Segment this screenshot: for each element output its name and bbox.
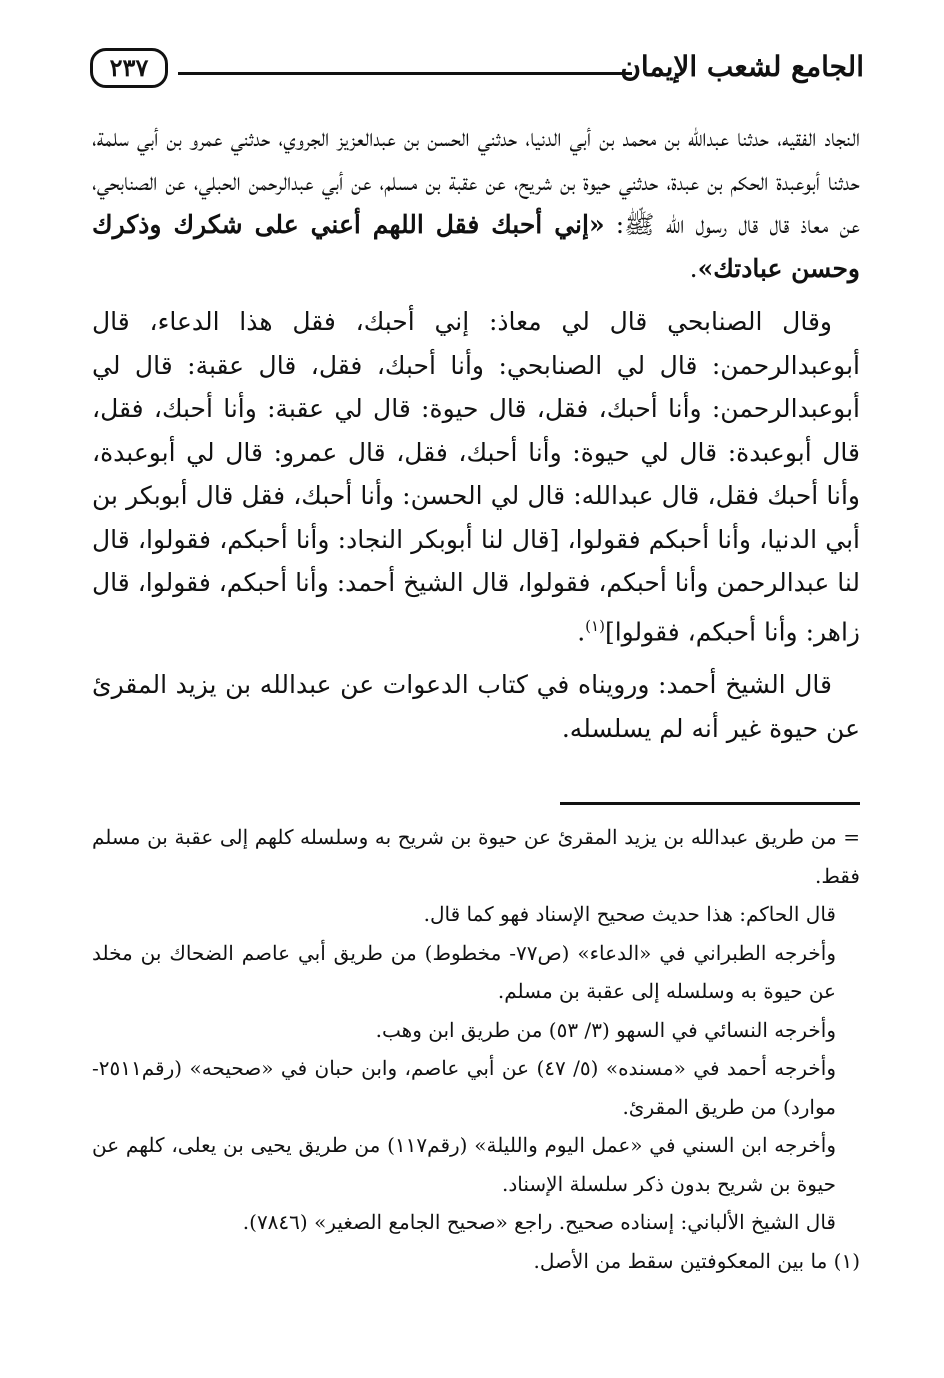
footnote-line: وأخرجه النسائي في السهو (٣/ ٥٣) من طريق ابن وهب.: [375, 1017, 836, 1042]
footnote-ref: (١): [585, 616, 605, 635]
hadith-chain: النجاد الفقيه، حدثنا عبدالله بن محمد بن أبي الدنيا، حدثني الحسن بن عبدالعزيز الجروي، حدثني عمرو بن أبي سلمة، حدثنا أبوعبدة الحكم بن عبدة، حدثني حيوة بن شريح، عن عقبة بن مسلم، عن أبي عبدالرحمن الحبلي، عن الصنابحي، عن معاذ قال قال رسول الله ﷺ:: [92, 123, 860, 239]
paragraph-hadith: [92, 116, 860, 290]
hadith-text: «إني أحبك فقل اللهم أعني على شكرك وذكرك وحسن عبادتك»: [92, 210, 860, 283]
footnote-line: قال الشيخ الألباني: إسناده صحيح. راجع «صحيح الجامع الصغير» (٧٨٤٦).: [242, 1210, 836, 1234]
paragraph-chain: [92, 300, 860, 653]
footnote-line: قال الحاكم: هذا حديث صحيح الإسناد فهو كما قال.: [423, 902, 836, 926]
book-title: الجامع لشعب الإيمان: [620, 50, 864, 83]
main-text: [92, 116, 860, 760]
footnote-line: وأخرجه أحمد في «مسنده» (٥/ ٤٧) عن أبي عاصم، وابن حبان في «صحيحه» (رقم٢٥١١- موارد) من طريق المقرئ.: [92, 1056, 836, 1119]
page-number: ٢٣٧: [90, 48, 168, 88]
footnote-separator: [560, 802, 860, 805]
header-rule: [178, 72, 632, 75]
paragraph-end: .: [577, 616, 586, 646]
paragraph-note: قال الشيخ أحمد: ورويناه في كتاب الدعوات عن عبدالله بن يزيد المقرئ عن حيوة غير أنه لم يسلسله.: [92, 670, 860, 743]
running-header: [90, 38, 864, 98]
paragraph-end: .: [689, 253, 698, 283]
footnote-1: (١) ما بين المعكوفتين سقط من الأصل.: [533, 1248, 860, 1273]
footnotes: [92, 818, 860, 1280]
footnote-line: وأخرجه الطبراني في «الدعاء» (ص٧٧- مخطوط) من طريق أبي عاصم الضحاك بن مخلد عن حيوة به وسلسله إلى عقبة بن مسلم.: [92, 940, 836, 1003]
footnote-line: = من طريق عبدالله بن يزيد المقرئ عن حيوة بن شريح به وسلسله كلهم إلى عقبة بن مسلم فقط.: [92, 825, 860, 888]
chain-text: وقال الصنابحي قال لي معاذ: إني أحبك، فقل هذا الدعاء، قال أبوعبدالرحمن: قال لي الصنابحي: وأنا أحبك، فقل، قال عقبة: قال لي أبوعبدالرحمن: وأنا أحبك، فقل، قال حيوة: قال لي عقبة: وأنا أحبك، فقل، قال أبوعبدة: قال لي حيوة: وأنا أحبك، فقل، قال عمرو: قال لي أبوعبدة، وأنا أحبك فقل، قال عبدالله: قال لي الحسن: وأنا أحبك، فقل قال أبوبكر بن أبي الدنيا، وأنا أحبكم فقولوا، [قال لنا أبوبكر النجاد: وأنا أحبكم، فقولوا، قال لنا عبدالرحمن وأنا أحبكم، فقولوا، قال الشيخ أحمد: وأنا أحبكم، فقولوا، قال زاهر: وأنا أحبكم، فقولوا]: [92, 307, 860, 646]
footnote-line: وأخرجه ابن السني في «عمل اليوم والليلة» (رقم١١٧) من طريق يحيى بن يعلى، كلهم عن حيوة بن شريح بدون ذكر سلسلة الإسناد.: [92, 1133, 836, 1196]
